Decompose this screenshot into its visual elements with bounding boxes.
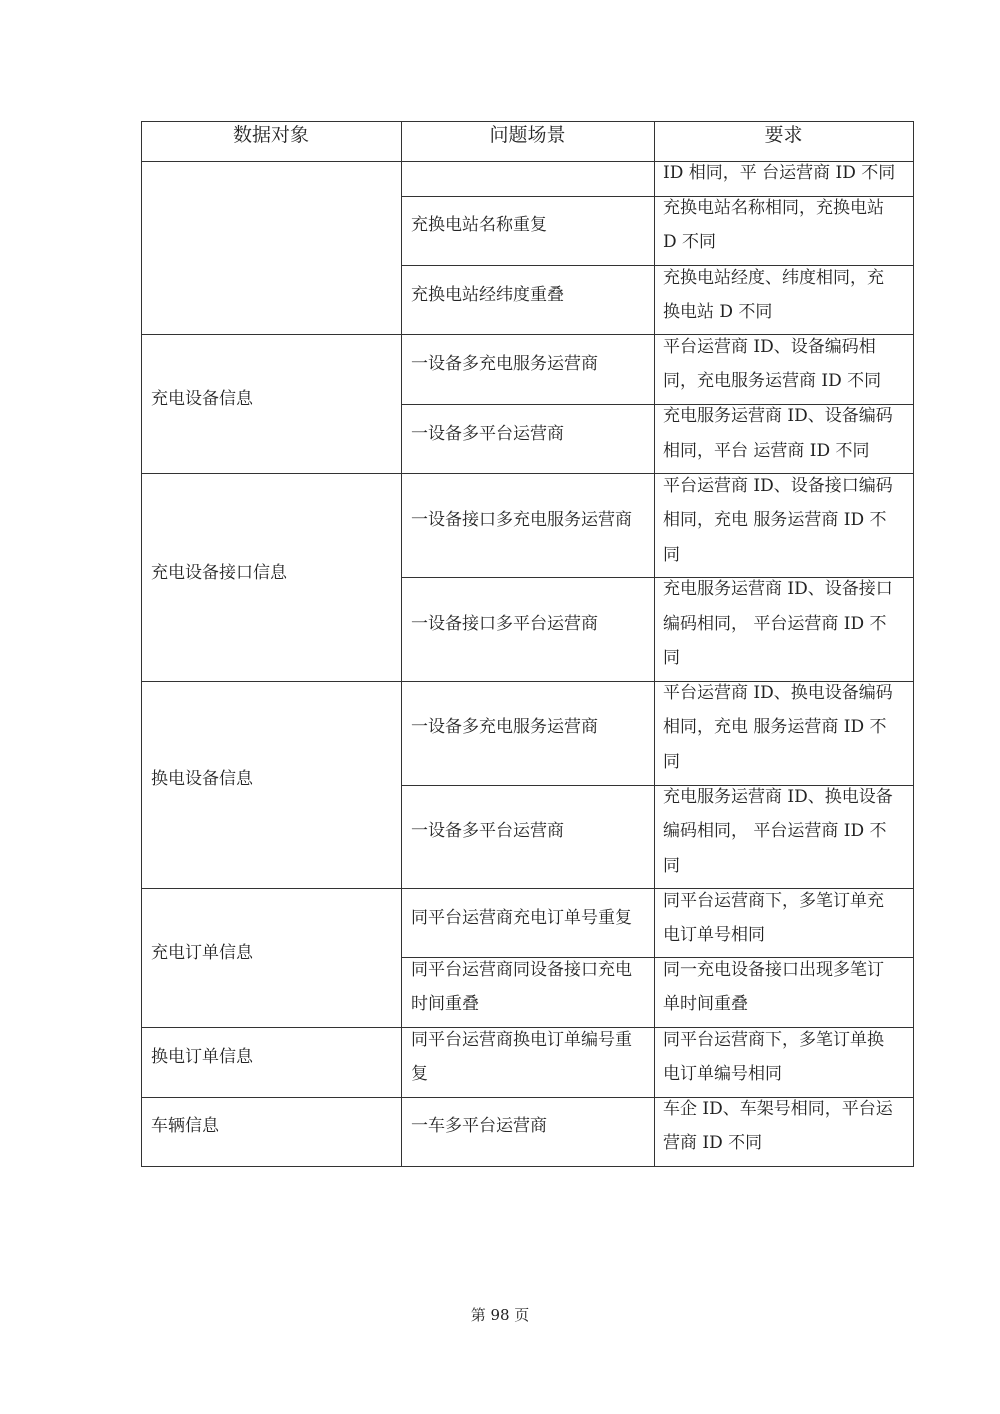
requirement-cell: 电订单编号相同 [663,1064,782,1084]
header-scenario: 问题场景 [489,124,566,146]
requirement-cell: ID 相同，平 台运营商 ID 不同 [663,163,896,183]
requirement-cell: 同 [663,856,680,876]
data-object-cell: 充电设备信息 [151,389,253,409]
table-border [141,121,914,122]
scenario-cell: 一设备多平台运营商 [411,424,564,444]
scenario-cell: 一设备接口多充电服务运营商 [411,510,632,530]
requirement-cell: 编码相同， 平台运营商 ID 不 [663,614,887,634]
requirement-cell: 平台运营商 ID、设备编码相 [663,337,876,357]
data-object-cell: 充电设备接口信息 [151,563,287,583]
requirement-cell: 同一充电设备接口出现多笔订 [663,960,884,980]
requirement-cell: 同 [663,752,680,772]
requirement-cell: 同平台运营商下，多笔订单充 [663,891,884,911]
data-object-cell: 充电订单信息 [151,943,253,963]
requirement-cell: 单时间重叠 [663,994,748,1014]
scenario-cell: 复 [411,1064,428,1084]
requirement-cell: 编码相同， 平台运营商 ID 不 [663,821,887,841]
scenario-cell: 一设备多充电服务运营商 [411,354,598,374]
requirement-cell: 充电服务运营商 ID、设备编码 [663,406,893,426]
page-number: 第 98 页 [470,1306,530,1324]
scenario-cell: 同平台运营商同设备接口充电 [411,960,632,980]
data-object-cell: 换电订单信息 [151,1047,253,1067]
scenario-cell: 一设备接口多平台运营商 [411,614,598,634]
header-data-object: 数据对象 [232,124,309,146]
data-object-cell: 换电设备信息 [151,769,253,789]
table-border [141,121,142,1167]
requirement-cell: 同 [663,545,680,565]
scenario-cell: 充换电站经纬度重叠 [411,285,564,305]
scenario-cell: 一设备多充电服务运营商 [411,717,598,737]
column-divider [401,121,402,1167]
requirement-cell: 相同，充电 服务运营商 ID 不 [663,510,887,530]
scenario-cell: 一车多平台运营商 [411,1116,547,1136]
scenario-cell: 同平台运营商充电订单号重复 [411,908,632,928]
requirement-cell: 同平台运营商下，多笔订单换 [663,1030,884,1050]
requirement-cell: 充电服务运营商 ID、换电设备 [663,787,893,807]
requirement-cell: 营商 ID 不同 [663,1133,763,1153]
requirement-cell: 平台运营商 ID、换电设备编码 [663,683,893,703]
table-border [913,121,914,1167]
requirement-cell: 相同，充电 服务运营商 ID 不 [663,717,887,737]
requirement-cell: 平台运营商 ID、设备接口编码 [663,476,893,496]
requirement-cell: 充换电站名称相同，充换电站 [663,198,884,218]
scenario-cell: 充换电站名称重复 [411,215,547,235]
scenario-cell: 同平台运营商换电订单编号重 [411,1030,632,1050]
scenario-cell: 时间重叠 [411,994,479,1014]
requirement-cell: 车企 ID、车架号相同，平台运 [663,1099,893,1119]
requirement-cell: 相同，平台 运营商 ID 不同 [663,441,870,461]
data-object-cell: 车辆信息 [151,1116,219,1136]
requirement-cell: 同 [663,648,680,668]
header-requirement: 要求 [764,124,803,146]
requirement-cell: 充电服务运营商 ID、设备接口 [663,579,893,599]
scenario-cell: 一设备多平台运营商 [411,821,564,841]
requirement-cell: 电订单号相同 [663,925,765,945]
table-border [141,1166,914,1167]
requirement-cell: 同，充电服务运营商 ID 不同 [663,371,882,391]
requirement-cell: 充换电站经度、纬度相同，充 [663,268,884,288]
column-divider [654,121,655,1167]
requirement-cell: D 不同 [663,232,717,252]
requirement-cell: 换电站 D 不同 [663,302,773,322]
